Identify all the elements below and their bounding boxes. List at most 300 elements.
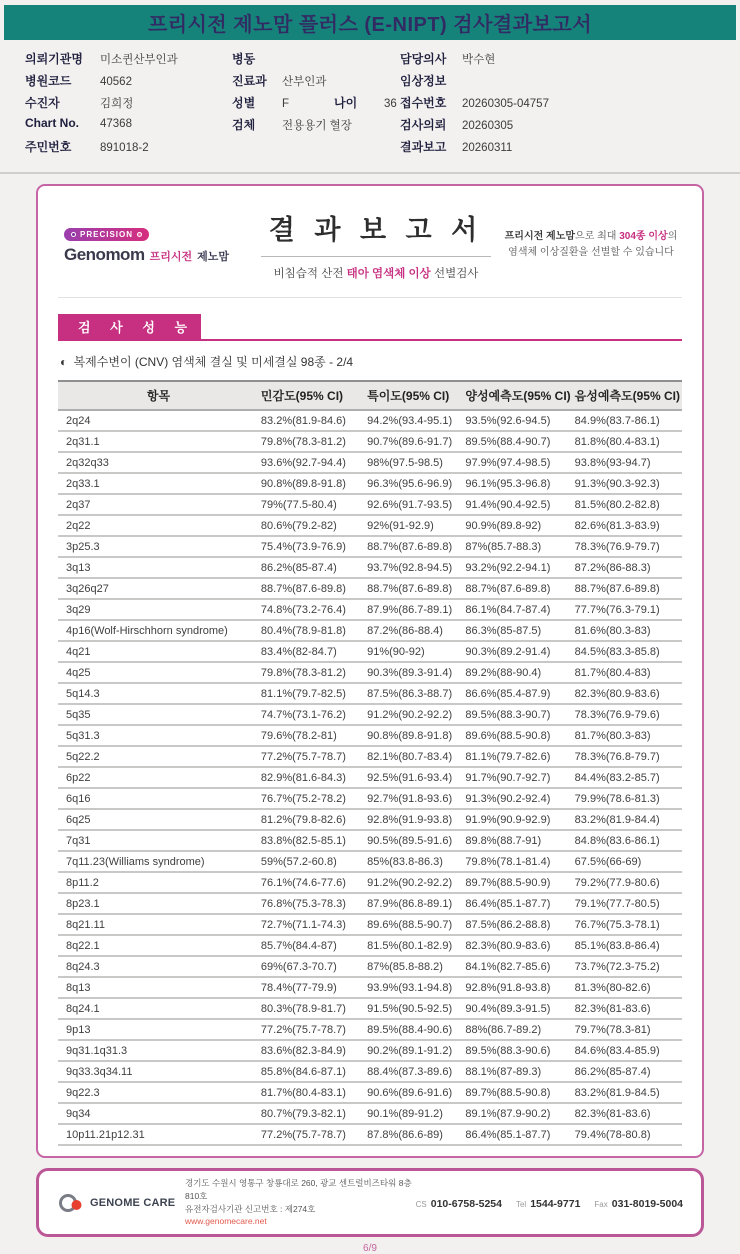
value-cell: 91.3%(90.3-92.3) <box>573 473 682 494</box>
field-label: 수진자 <box>25 96 60 110</box>
side-note <box>502 229 680 260</box>
side-note-line2: 염색체 이상질환을 선별할 수 있습니다 <box>508 246 674 258</box>
value-cell: 86.2%(85-87.4) <box>573 1061 682 1082</box>
value-cell: 93.7%(92.8-94.5) <box>365 557 463 578</box>
table-row <box>58 1124 682 1145</box>
value-cell: 76.7%(75.2-78.2) <box>259 788 365 809</box>
contact-tel <box>516 1194 580 1212</box>
value-cell: 81.7%(80.4-83.1) <box>259 1082 365 1103</box>
column-header-ppv: 양성예측도(95% CI) <box>463 381 572 410</box>
value-cell: 80.6%(79.2-82) <box>259 515 365 536</box>
table-caption <box>60 353 680 370</box>
value-cell: 89.1%(87.9-90.2) <box>463 1103 572 1124</box>
value-cell: 74.7%(73.1-76.2) <box>259 704 365 725</box>
field-label: 병원코드 <box>25 74 72 88</box>
item-cell: 2q24 <box>58 410 259 431</box>
side-note-tail: 의 <box>667 231 678 242</box>
field-value: 박수현 <box>462 54 496 66</box>
value-cell: 90.2%(89.1-91.2) <box>365 1040 463 1061</box>
patient-info-row <box>400 50 740 72</box>
footer-address-block <box>185 1177 416 1228</box>
value-cell: 79.4%(78-80.8) <box>573 1124 682 1145</box>
value-cell: 81.3%(80-82.6) <box>573 977 682 998</box>
value-cell: 81.5%(80.1-82.9) <box>365 935 463 956</box>
item-cell: 2q33.1 <box>58 473 259 494</box>
contact-fax-number: 031-8019-5004 <box>611 1197 683 1210</box>
patient-info-row <box>25 50 232 72</box>
table-row <box>58 872 682 893</box>
patient-info-row <box>400 116 740 138</box>
value-cell: 82.3%(81-83.6) <box>573 1103 682 1124</box>
brand-name-en: Genomom <box>64 245 145 264</box>
value-cell: 81.6%(80.3-83) <box>573 620 682 641</box>
patient-info-row <box>25 72 232 94</box>
report-title-bar <box>4 5 736 40</box>
field-label: 임상정보 <box>400 74 447 88</box>
table-row <box>58 746 682 767</box>
value-cell: 87.2%(86-88.4) <box>365 620 463 641</box>
value-cell: 97.9%(97.4-98.5) <box>463 452 572 473</box>
section-title-badge: 검 사 성 능 <box>58 314 201 339</box>
value-cell: 88.7%(87.6-89.8) <box>573 578 682 599</box>
value-cell: 85%(83.8-86.3) <box>365 851 463 872</box>
table-row <box>58 830 682 851</box>
side-note-bold: 프리시전 제노맘 <box>504 231 576 242</box>
contact-fax-label: Fax <box>594 1199 608 1209</box>
contact-cs <box>416 1194 502 1212</box>
result-report-box <box>36 184 704 1158</box>
brand-name <box>64 245 250 265</box>
table-row <box>58 641 682 662</box>
value-cell: 86.1%(84.7-87.4) <box>463 599 572 620</box>
value-cell: 79.2%(77.9-80.6) <box>573 872 682 893</box>
value-cell: 77.2%(75.7-78.7) <box>259 1124 365 1145</box>
patient-info-row <box>232 50 400 72</box>
contact-fax <box>594 1194 683 1212</box>
field-label: 검체 <box>232 118 256 132</box>
value-cell: 83.2%(81.9-84.5) <box>573 1082 682 1103</box>
value-cell: 84.6%(83.4-85.9) <box>573 1040 682 1061</box>
value-cell: 79.8%(78.3-81.2) <box>259 662 365 683</box>
item-cell: 3p25.3 <box>58 536 259 557</box>
field-label: 결과보고 <box>400 140 447 154</box>
table-row <box>58 704 682 725</box>
field-label: Chart No. <box>25 116 79 130</box>
value-cell: 87.9%(86.7-89.1) <box>365 599 463 620</box>
value-cell: 90.4%(89.3-91.5) <box>463 998 572 1019</box>
value-cell: 93.5%(92.6-94.5) <box>463 410 572 431</box>
patient-info-row <box>400 138 740 160</box>
value-cell: 90.8%(89.8-91.8) <box>365 725 463 746</box>
subtitle-accent: 태아 염색체 이상 <box>346 268 431 280</box>
value-cell: 85.7%(84.4-87) <box>259 935 365 956</box>
value-cell: 82.3%(80.9-83.6) <box>573 683 682 704</box>
item-cell: 5q22.2 <box>58 746 259 767</box>
footer-box <box>36 1168 704 1237</box>
value-cell: 90.1%(89-91.2) <box>365 1103 463 1124</box>
value-cell: 77.7%(76.3-79.1) <box>573 599 682 620</box>
value-cell: 87.8%(86.6-89) <box>365 1124 463 1145</box>
table-row <box>58 683 682 704</box>
value-cell: 91.3%(90.2-92.4) <box>463 788 572 809</box>
field-value: 20260305-04757 <box>462 98 549 110</box>
value-cell: 80.7%(79.3-82.1) <box>259 1103 365 1124</box>
column-header-item: 항목 <box>58 381 259 410</box>
item-cell: 2q31.1 <box>58 431 259 452</box>
value-cell: 92.6%(91.7-93.5) <box>365 494 463 515</box>
item-cell: 8q21.11 <box>58 914 259 935</box>
field-value: 40562 <box>100 76 132 88</box>
result-report-subtitle <box>250 265 502 281</box>
table-row <box>58 620 682 641</box>
item-cell: 8q24.1 <box>58 998 259 1019</box>
result-title-block <box>250 208 502 281</box>
value-cell: 91.2%(90.2-92.2) <box>365 704 463 725</box>
value-cell: 93.8%(93-94.7) <box>573 452 682 473</box>
item-cell: 8p11.2 <box>58 872 259 893</box>
value-cell: 82.1%(80.7-83.4) <box>365 746 463 767</box>
item-cell: 2q32q33 <box>58 452 259 473</box>
value-cell: 90.9%(89.8-92) <box>463 515 572 536</box>
field-label: 접수번호 <box>400 96 447 110</box>
value-cell: 88.7%(87.6-89.8) <box>463 578 572 599</box>
value-cell: 83.8%(82.5-85.1) <box>259 830 365 851</box>
contact-tel-number: 1544-9771 <box>530 1197 581 1210</box>
table-row <box>58 599 682 620</box>
column-header-npv: 음성예측도(95% CI) <box>573 381 682 410</box>
value-cell: 74.8%(73.2-76.4) <box>259 599 365 620</box>
contact-cs-number: 010-6758-5254 <box>430 1197 502 1210</box>
item-cell: 3q13 <box>58 557 259 578</box>
value-cell: 92.8%(91.9-93.8) <box>365 809 463 830</box>
item-cell: 8q13 <box>58 977 259 998</box>
value-cell: 81.1%(79.7-82.6) <box>463 746 572 767</box>
brand-name-kr-accent: 프리시전 <box>149 251 193 263</box>
table-row <box>58 914 682 935</box>
value-cell: 81.1%(79.7-82.5) <box>259 683 365 704</box>
value-cell: 81.7%(80.3-83) <box>573 725 682 746</box>
footer-address: 경기도 수원시 영통구 창룡대로 260, 광교 센트럴비즈타워 8층 810호 <box>185 1178 412 1201</box>
item-cell: 9q31.1q31.3 <box>58 1040 259 1061</box>
value-cell: 84.8%(83.6-86.1) <box>573 830 682 851</box>
field-label: 나이 <box>334 96 358 110</box>
value-cell: 79%(77.5-80.4) <box>259 494 365 515</box>
item-cell: 9q22.3 <box>58 1082 259 1103</box>
footer-contacts <box>416 1194 683 1212</box>
value-cell: 84.5%(83.3-85.8) <box>573 641 682 662</box>
value-cell: 80.4%(78.9-81.8) <box>259 620 365 641</box>
value-cell: 91.2%(90.2-92.2) <box>365 872 463 893</box>
badge-dot-left-icon <box>71 232 76 237</box>
genomom-logo <box>60 224 250 265</box>
field-value: 47368 <box>100 118 132 130</box>
value-cell: 80.3%(78.9-81.7) <box>259 998 365 1019</box>
field-value: 미소퀸산부인과 <box>100 54 178 66</box>
value-cell: 78.4%(77-79.9) <box>259 977 365 998</box>
value-cell: 96.3%(95.6-96.9) <box>365 473 463 494</box>
field-label: 주민번호 <box>25 140 72 154</box>
table-row <box>58 410 682 431</box>
item-cell: 8q24.3 <box>58 956 259 977</box>
value-cell: 82.9%(81.6-84.3) <box>259 767 365 788</box>
value-cell: 79.6%(78.2-81) <box>259 725 365 746</box>
value-cell: 87.5%(86.2-88.8) <box>463 914 572 935</box>
value-cell: 81.7%(80.4-83) <box>573 662 682 683</box>
value-cell: 90.6%(89.6-91.6) <box>365 1082 463 1103</box>
table-row <box>58 473 682 494</box>
value-cell: 81.5%(80.2-82.8) <box>573 494 682 515</box>
table-row <box>58 494 682 515</box>
value-cell: 98%(97.5-98.5) <box>365 452 463 473</box>
value-cell: 78.3%(76.9-79.7) <box>573 536 682 557</box>
field-label: 검사의뢰 <box>400 118 447 132</box>
value-cell: 84.4%(83.2-85.7) <box>573 767 682 788</box>
field-label: 진료과 <box>232 74 267 88</box>
value-cell: 88.7%(87.6-89.8) <box>259 578 365 599</box>
value-cell: 59%(57.2-60.8) <box>259 851 365 872</box>
table-header <box>58 381 682 410</box>
value-cell: 90.7%(89.6-91.7) <box>365 431 463 452</box>
value-cell: 77.2%(75.7-78.7) <box>259 1019 365 1040</box>
patient-info-column-1 <box>25 50 232 160</box>
value-cell: 86.2%(85-87.4) <box>259 557 365 578</box>
subtitle-post: 선별검사 <box>430 268 479 280</box>
value-cell: 79.8%(78.3-81.2) <box>259 431 365 452</box>
value-cell: 89.7%(88.5-90.8) <box>463 1082 572 1103</box>
value-cell: 91%(90-92) <box>365 641 463 662</box>
value-cell: 76.1%(74.6-77.6) <box>259 872 365 893</box>
value-cell: 86.3%(85-87.5) <box>463 620 572 641</box>
value-cell: 88.1%(87-89.3) <box>463 1061 572 1082</box>
value-cell: 72.7%(71.1-74.3) <box>259 914 365 935</box>
value-cell: 83.6%(82.3-84.9) <box>259 1040 365 1061</box>
table-row <box>58 725 682 746</box>
value-cell: 79.8%(78.1-81.4) <box>463 851 572 872</box>
item-cell: 4q21 <box>58 641 259 662</box>
patient-info-row <box>25 94 232 116</box>
value-cell: 82.3%(81-83.6) <box>573 998 682 1019</box>
patient-info-row <box>25 116 232 138</box>
value-cell: 87%(85.7-88.3) <box>463 536 572 557</box>
result-report-title: 결 과 보 고 서 <box>261 208 491 257</box>
field-label: 성별 <box>232 96 256 110</box>
value-cell: 92.5%(91.6-93.4) <box>365 767 463 788</box>
table-row <box>58 893 682 914</box>
value-cell: 87.5%(86.3-88.7) <box>365 683 463 704</box>
value-cell: 92.8%(91.8-93.8) <box>463 977 572 998</box>
subtitle-pre: 비침습적 산전 <box>273 268 347 280</box>
table-row <box>58 935 682 956</box>
side-note-accent: 304종 이상 <box>619 231 668 242</box>
item-cell: 2q37 <box>58 494 259 515</box>
value-cell: 82.3%(80.9-83.6) <box>463 935 572 956</box>
item-cell: 3q29 <box>58 599 259 620</box>
genome-care-logo-icon <box>57 1192 84 1214</box>
value-cell: 85.1%(83.8-86.4) <box>573 935 682 956</box>
footer-website-link[interactable]: www.genomecare.net <box>185 1216 267 1227</box>
value-cell: 73.7%(72.3-75.2) <box>573 956 682 977</box>
table-row <box>58 536 682 557</box>
value-cell: 89.6%(88.5-90.7) <box>365 914 463 935</box>
value-cell: 89.5%(88.3-90.6) <box>463 1040 572 1061</box>
report-title: 프리시전 제노맘 플러스 (E-NIPT) 검사결과보고서 <box>147 14 593 36</box>
item-cell: 6p22 <box>58 767 259 788</box>
table-row <box>58 578 682 599</box>
field-label: 담당의사 <box>400 52 447 66</box>
value-cell: 90.8%(89.8-91.8) <box>259 473 365 494</box>
item-cell: 7q31 <box>58 830 259 851</box>
item-cell: 9q33.3q34.11 <box>58 1061 259 1082</box>
item-cell: 8q22.1 <box>58 935 259 956</box>
item-cell: 4p16(Wolf-Hirschhorn syndrome) <box>58 620 259 641</box>
value-cell: 87.9%(86.8-89.1) <box>365 893 463 914</box>
column-header-sensitivity: 민감도(95% CI) <box>259 381 365 410</box>
value-cell: 86.4%(85.1-87.7) <box>463 1124 572 1145</box>
value-cell: 91.5%(90.5-92.5) <box>365 998 463 1019</box>
contact-tel-label: Tel <box>515 1199 527 1209</box>
table-row <box>58 956 682 977</box>
value-cell: 89.7%(88.5-90.9) <box>463 872 572 893</box>
page-number: 6/9 <box>363 1243 377 1254</box>
item-cell: 5q35 <box>58 704 259 725</box>
field-value: 20260305 <box>462 120 514 132</box>
patient-info-column-2 <box>232 50 400 160</box>
item-cell: 10p11.21p12.31 <box>58 1124 259 1145</box>
value-cell: 93.9%(93.1-94.8) <box>365 977 463 998</box>
value-cell: 90.3%(89.3-91.4) <box>365 662 463 683</box>
value-cell: 86.4%(85.1-87.7) <box>463 893 572 914</box>
table-row <box>58 788 682 809</box>
value-cell: 93.6%(92.7-94.4) <box>259 452 365 473</box>
table-row <box>58 1040 682 1061</box>
value-cell: 89.6%(88.5-90.8) <box>463 725 572 746</box>
field-label: 의뢰기관명 <box>25 52 83 66</box>
item-cell: 6q25 <box>58 809 259 830</box>
value-cell: 86.6%(85.4-87.9) <box>463 683 572 704</box>
patient-info-row <box>400 94 740 116</box>
patient-info-row <box>232 72 400 94</box>
value-cell: 92%(91-92.9) <box>365 515 463 536</box>
value-cell: 78.3%(76.8-79.7) <box>573 746 682 767</box>
value-cell: 94.2%(93.4-95.1) <box>365 410 463 431</box>
item-cell: 6q16 <box>58 788 259 809</box>
precision-badge-label: PRECISION <box>80 230 134 239</box>
footer-brand-name: GENOME CARE <box>90 1196 176 1209</box>
value-cell: 79.7%(78.3-81) <box>573 1019 682 1040</box>
item-cell: 5q14.3 <box>58 683 259 704</box>
table-row <box>58 452 682 473</box>
value-cell: 81.2%(79.8-82.6) <box>259 809 365 830</box>
genome-care-logo <box>57 1192 185 1214</box>
table-body <box>58 410 682 1145</box>
field-value: 891018-2 <box>100 142 149 154</box>
table-row <box>58 557 682 578</box>
value-cell: 76.8%(75.3-78.3) <box>259 893 365 914</box>
patient-info-row <box>232 116 400 138</box>
value-cell: 83.2%(81.9-84.6) <box>259 410 365 431</box>
value-cell: 83.4%(82-84.7) <box>259 641 365 662</box>
field-value: 20260311 <box>462 142 513 154</box>
value-cell: 89.2%(88-90.4) <box>463 662 572 683</box>
table-row <box>58 1019 682 1040</box>
table-caption-text: 복제수변이 (CNV) 염색체 결실 및 미세결실 98종 - 2/4 <box>73 355 354 369</box>
field-value: 김희정 <box>100 98 134 110</box>
patient-info-row <box>232 94 400 116</box>
value-cell: 89.5%(88.4-90.7) <box>463 431 572 452</box>
value-cell: 90.3%(89.2-91.4) <box>463 641 572 662</box>
table-row <box>58 1061 682 1082</box>
value-cell: 78.3%(76.9-79.6) <box>573 704 682 725</box>
table-row <box>58 851 682 872</box>
table-row <box>58 662 682 683</box>
value-cell: 67.5%(66-69) <box>573 851 682 872</box>
footer-license: 유전자검사기관 신고번호 : 제274호 <box>185 1203 316 1214</box>
column-header-specificity: 특이도(95% CI) <box>365 381 463 410</box>
item-cell: 9q34 <box>58 1103 259 1124</box>
patient-info-row <box>25 138 232 160</box>
value-cell: 88%(86.7-89.2) <box>463 1019 572 1040</box>
value-cell: 79.1%(77.7-80.5) <box>573 893 682 914</box>
patient-info-row <box>400 72 740 94</box>
patient-info-section <box>0 40 740 174</box>
table-row <box>58 1103 682 1124</box>
value-cell: 91.9%(90.9-92.9) <box>463 809 572 830</box>
table-row <box>58 431 682 452</box>
patient-info-column-3 <box>400 50 740 160</box>
field-value: F <box>282 98 290 110</box>
field-value: 산부인과 <box>282 76 327 88</box>
value-cell: 88.4%(87.3-89.6) <box>365 1061 463 1082</box>
value-cell: 90.5%(89.5-91.6) <box>365 830 463 851</box>
value-cell: 77.2%(75.7-78.7) <box>259 746 365 767</box>
table-row <box>58 998 682 1019</box>
field-value: 36 <box>384 98 397 110</box>
item-cell: 4q25 <box>58 662 259 683</box>
value-cell: 87.2%(86-88.3) <box>573 557 682 578</box>
brand-name-kr: 제노맘 <box>197 251 229 263</box>
value-cell: 81.8%(80.4-83.1) <box>573 431 682 452</box>
table-row <box>58 767 682 788</box>
item-cell: 2q22 <box>58 515 259 536</box>
field-value: 전용용기 혈장 <box>282 120 352 132</box>
precision-badge <box>64 228 149 241</box>
value-cell: 91.7%(90.7-92.7) <box>463 767 572 788</box>
table-row <box>58 515 682 536</box>
value-cell: 84.9%(83.7-86.1) <box>573 410 682 431</box>
value-cell: 88.7%(87.6-89.8) <box>365 536 463 557</box>
value-cell: 89.8%(88.7-91) <box>463 830 572 851</box>
performance-table <box>58 380 682 1146</box>
value-cell: 96.1%(95.3-96.8) <box>463 473 572 494</box>
item-cell: 9p13 <box>58 1019 259 1040</box>
value-cell: 88.7%(87.6-89.8) <box>365 578 463 599</box>
field-label: 병동 <box>232 52 256 66</box>
contact-cs-label: CS <box>415 1199 427 1209</box>
value-cell: 87%(85.8-88.2) <box>365 956 463 977</box>
value-cell: 82.6%(81.3-83.9) <box>573 515 682 536</box>
result-box-header <box>58 202 682 298</box>
table-row <box>58 977 682 998</box>
value-cell: 84.1%(82.7-85.6) <box>463 956 572 977</box>
value-cell: 76.7%(75.3-78.1) <box>573 914 682 935</box>
section-title-row <box>58 314 682 341</box>
value-cell: 83.2%(81.9-84.4) <box>573 809 682 830</box>
value-cell: 91.4%(90.4-92.5) <box>463 494 572 515</box>
value-cell: 85.8%(84.6-87.1) <box>259 1061 365 1082</box>
value-cell: 92.7%(91.8-93.6) <box>365 788 463 809</box>
value-cell: 93.2%(92.2-94.1) <box>463 557 572 578</box>
value-cell: 69%(67.3-70.7) <box>259 956 365 977</box>
